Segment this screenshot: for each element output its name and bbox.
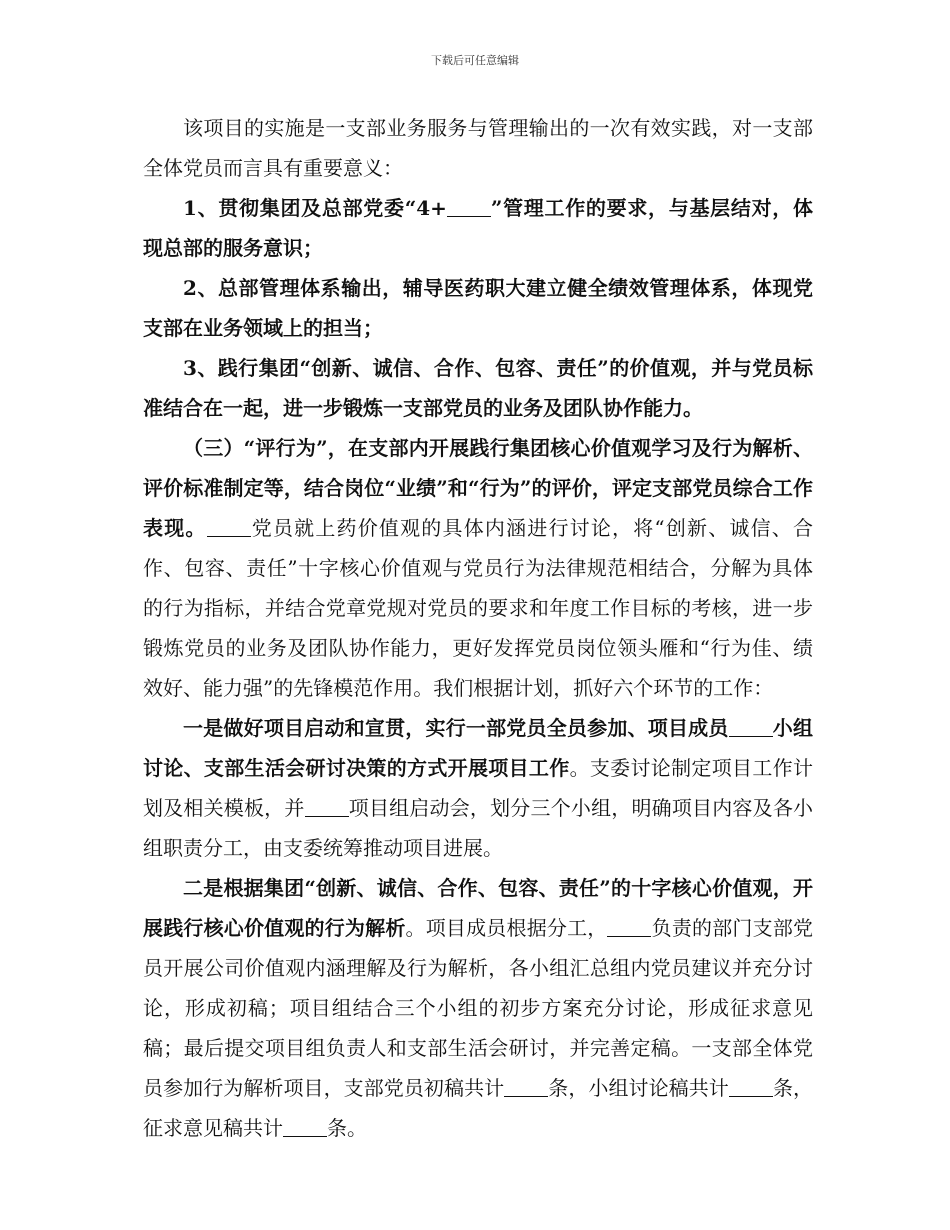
text-run: 负责的部门支部党员开展公司价值观内涵理解及行为解析，各小组汇总组内党员建议并充分讨论，形成初稿；项目组结合三个小组的初步方案充分讨论，形成征求意见稿；最后提交项目组负责人和支部生活会研讨，并完善定稿。一支部全体党员参加行为解析项目，支部党员初稿共计: [143, 916, 814, 1100]
text-run: 条，征求意见稿共计: [143, 1076, 814, 1140]
text-run: 条，小组讨论稿共计: [548, 1076, 729, 1100]
paragraph: [143, 188, 813, 268]
fill-in-blank: [207, 516, 251, 537]
bold-text: 一是做好项目启动和宣贯，实行一部党员全员参加、项目成员: [183, 716, 729, 740]
fill-in-blank: [504, 1076, 548, 1097]
paragraph: [143, 868, 813, 1148]
text-run: 条。: [327, 1116, 367, 1140]
text-run: 该项目的实施是一支部业务服务与管理输出的一次有效实践，对一支部全体党员而言具有重要意义：: [143, 116, 813, 180]
fill-in-blank: [729, 716, 773, 737]
fill-in-blank: [283, 1116, 327, 1137]
paragraph: [143, 108, 813, 188]
bold-text: 3、践行集团“创新、诚信、合作、包容、责任”的价值观，并与党员标准结合在一起，进一步锻炼一支部党员的业务及团队协作能力。: [143, 356, 813, 420]
paragraph: [143, 708, 813, 868]
bold-text: 2、总部管理体系输出，辅导医药职大建立健全绩效管理体系，体现党支部在业务领域上的担当；: [143, 276, 813, 340]
bold-text: （三）“评行为”，在支部内开展践行集团核心价值观学习及行为解析、评价标准制定等，结合岗位“业绩”和“行为”的评价，评定支部党员综合工作表现。: [143, 436, 813, 540]
text-run: 。项目成员根据分工，: [405, 916, 608, 940]
paragraph: [143, 268, 813, 348]
bold-text: 1、贯彻集团及总部党委“4+: [183, 196, 447, 220]
fill-in-blank: [607, 916, 651, 937]
fill-in-blank: [305, 796, 349, 817]
paragraph: [143, 428, 813, 708]
bold-text: 小组讨论、支部生活会研讨决策的方式开展项目工作: [143, 716, 814, 780]
text-run: 。支委讨论制定项目工作计划及相关模板，并: [143, 756, 813, 820]
bold-text: ”管理工作的要求，与基层结对，体现总部的服务意识；: [143, 196, 813, 260]
text-run: 项目组启动会，划分三个小组，明确项目内容及各小组职责分工，由支委统筹推动项目进展。: [143, 796, 814, 860]
fill-in-blank: [729, 1076, 773, 1097]
paragraph: [143, 348, 813, 428]
bold-text: 二是根据集团“创新、诚信、合作、包容、责任”的十字核心价值观，开展践行核心价值观的行为解析: [143, 876, 813, 940]
fill-in-blank: [447, 196, 491, 217]
page-header: 下载后可任意编辑: [431, 54, 519, 67]
document-body: [143, 108, 813, 1148]
text-run: 党员就上药价值观的具体内涵进行讨论，将“创新、诚信、合作、包容、责任”十字核心价值观与党员行为法律规范相结合，分解为具体的行为指标，并结合党章党规对党员的要求和年度工作目标的考核，进一步锻炼党员的业务及团队协作能力，更好发挥党员岗位领头雁和“行为佳、绩效好、能力强”的先锋模范作用。我们根据计划，抓好六个环节的工作：: [143, 516, 813, 700]
